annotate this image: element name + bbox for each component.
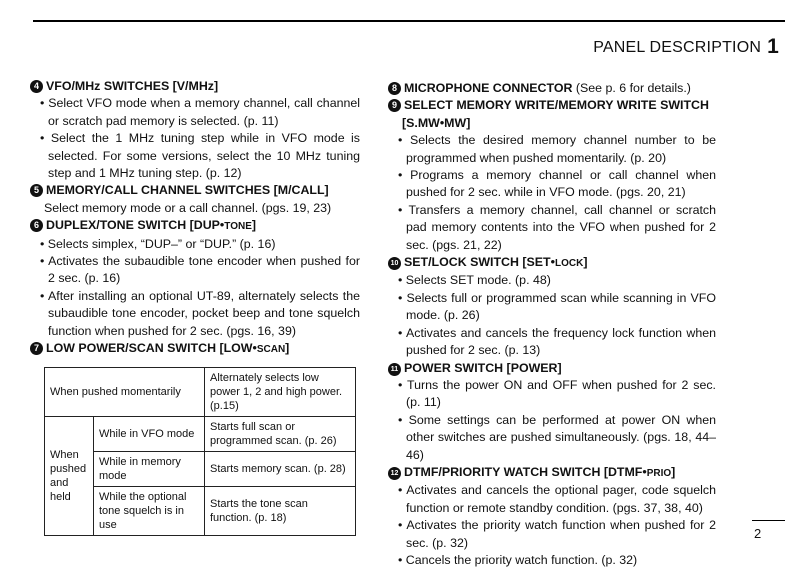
section-4-heading bbox=[30, 78, 360, 95]
section-5-number: 5 bbox=[30, 184, 43, 197]
section-10-number: 10 bbox=[388, 257, 401, 270]
section-6-title-small: TONE bbox=[224, 221, 252, 233]
section-9-title: SELECT MEMORY WRITE/MEMORY WRITE SWITCH bbox=[404, 98, 709, 113]
section-8-note: (See p. 6 for details.) bbox=[572, 81, 691, 95]
table-cell: Starts the tone scan function. (p. 18) bbox=[205, 486, 356, 535]
section-10-bullet: • Selects full or programmed scan while scanning in VFO mode. (p. 26) bbox=[388, 290, 716, 325]
section-12-bullet: • Activates and cancels the optional pager, code squelch function or remote standby condition. (pgs. 37, 38, 40) bbox=[388, 482, 716, 517]
section-5-text: Select memory mode or a call channel. (pgs. 19, 23) bbox=[44, 200, 332, 215]
section-11-heading bbox=[388, 360, 716, 377]
left-column bbox=[30, 78, 360, 536]
section-10-bullet: • Selects SET mode. (p. 48) bbox=[388, 272, 716, 289]
section-11-title: POWER SWITCH [POWER] bbox=[404, 360, 562, 375]
section-11-bullet: • Turns the power ON and OFF when pushed for 2 sec. (p. 11) bbox=[388, 377, 716, 412]
section-6-number: 6 bbox=[30, 219, 43, 232]
table-row bbox=[45, 367, 356, 416]
page-header bbox=[593, 34, 779, 58]
section-9-subtitle: [S.MW•MW] bbox=[402, 115, 471, 130]
table-cell: When pushed and held bbox=[45, 416, 94, 535]
section-8-heading bbox=[388, 80, 716, 97]
section-7-title: LOW POWER/SCAN SWITCH [LOW• bbox=[46, 341, 257, 356]
chapter-number: 1 bbox=[767, 35, 779, 58]
section-11-number: 11 bbox=[388, 363, 401, 376]
section-10-title-end: ] bbox=[583, 255, 588, 270]
section-9-bullet: • Selects the desired memory channel number to be programmed when pushed momentarily. (p. 20) bbox=[388, 132, 716, 167]
section-10-heading bbox=[388, 254, 716, 272]
header-title: PANEL DESCRIPTION bbox=[593, 39, 762, 56]
section-6-heading bbox=[30, 217, 360, 235]
section-7-title-small: SCAN bbox=[256, 344, 286, 356]
section-5-title: MEMORY/CALL CHANNEL SWITCHES [M/CALL] bbox=[46, 183, 329, 198]
section-6-title-end: ] bbox=[251, 218, 257, 233]
table-cell: When pushed momentarily bbox=[45, 367, 205, 416]
table-cell: While in memory mode bbox=[94, 451, 205, 486]
section-10-title-small: LOCK bbox=[554, 258, 584, 270]
section-7-number: 7 bbox=[30, 342, 43, 355]
section-12-title: DTMF/PRIORITY WATCH SWITCH [DTMF• bbox=[404, 464, 647, 479]
table-cell: While the optional tone squelch is in use bbox=[94, 486, 205, 535]
section-4-bullet: • Select the 1 MHz tuning step while in VFO mode is selected. For some versions, select the 10 MHz tuning step and 1 MHz tuning step. (p. 12) bbox=[30, 130, 360, 182]
section-9-bullet: • Transfers a memory channel, call channel or scratch pad memory contents into the VFO when pushed for 2 sec. (pgs. 21, 22) bbox=[388, 202, 716, 254]
section-4-title: VFO/MHz SWITCHES [V/MHz] bbox=[46, 79, 219, 93]
section-4-bullet: • Select VFO mode when a memory channel, call channel or scratch pad memory is selected. (p. 11) bbox=[30, 95, 360, 130]
section-12-bullet: • Cancels the priority watch function. (p. 32) bbox=[388, 552, 716, 569]
section-12-number: 12 bbox=[388, 467, 401, 480]
section-6-title: DUPLEX/TONE SWITCH [DUP• bbox=[46, 218, 225, 233]
section-12-title-end: ] bbox=[671, 464, 676, 479]
page-number: 2 bbox=[754, 526, 762, 541]
section-12-title-small: PRIO bbox=[646, 467, 672, 479]
section-12-heading bbox=[388, 464, 716, 482]
top-rule bbox=[33, 20, 785, 22]
section-4-number: 4 bbox=[30, 80, 43, 93]
section-6-bullet: • Selects simplex, “DUP–” or “DUP.” (p. 16) bbox=[30, 236, 360, 253]
table-cell: Starts memory scan. (p. 28) bbox=[205, 451, 356, 486]
section-6-bullet: • After installing an optional UT-89, alternately selects the subaudible tone encoder, pocket beep and tone squelch function when pushed for 2 sec. (pgs. 16, 39) bbox=[30, 288, 360, 340]
section-7-heading bbox=[30, 340, 360, 358]
section-10-bullet: • Activates and cancels the frequency lock function when pushed for 2 sec. (p. 13) bbox=[388, 325, 716, 360]
table-row bbox=[45, 416, 356, 451]
table-cell: While in VFO mode bbox=[94, 416, 205, 451]
section-9-heading bbox=[388, 97, 716, 114]
section-8-number: 8 bbox=[388, 82, 401, 95]
section-6-bullet: • Activates the subaudible tone encoder when pushed for 2 sec. (p. 16) bbox=[30, 253, 360, 288]
scan-function-table bbox=[44, 367, 356, 536]
table-cell: Starts full scan or programmed scan. (p. 26) bbox=[205, 416, 356, 451]
section-11-bullet: • Some settings can be performed at power ON when other switches are pushed simultaneously. (pgs. 18, 44–46) bbox=[388, 412, 716, 464]
right-column bbox=[388, 80, 716, 569]
page-number-rule bbox=[752, 520, 785, 521]
section-9-number: 9 bbox=[388, 99, 401, 112]
section-10-title: SET/LOCK SWITCH [SET• bbox=[404, 255, 555, 270]
section-5-heading bbox=[30, 182, 360, 199]
section-7-title-end: ] bbox=[285, 341, 290, 356]
table-cell: Alternately selects low power 1, 2 and high power. (p.15) bbox=[205, 367, 356, 416]
section-12-bullet: • Activates the priority watch function when pushed for 2 sec. (p. 32) bbox=[388, 517, 716, 552]
section-9-bullet: • Programs a memory channel or call channel when pushed for 2 sec. while in VFO mode. (pgs. 20, 21) bbox=[388, 167, 716, 202]
section-8-title: MICROPHONE CONNECTOR bbox=[404, 81, 573, 95]
